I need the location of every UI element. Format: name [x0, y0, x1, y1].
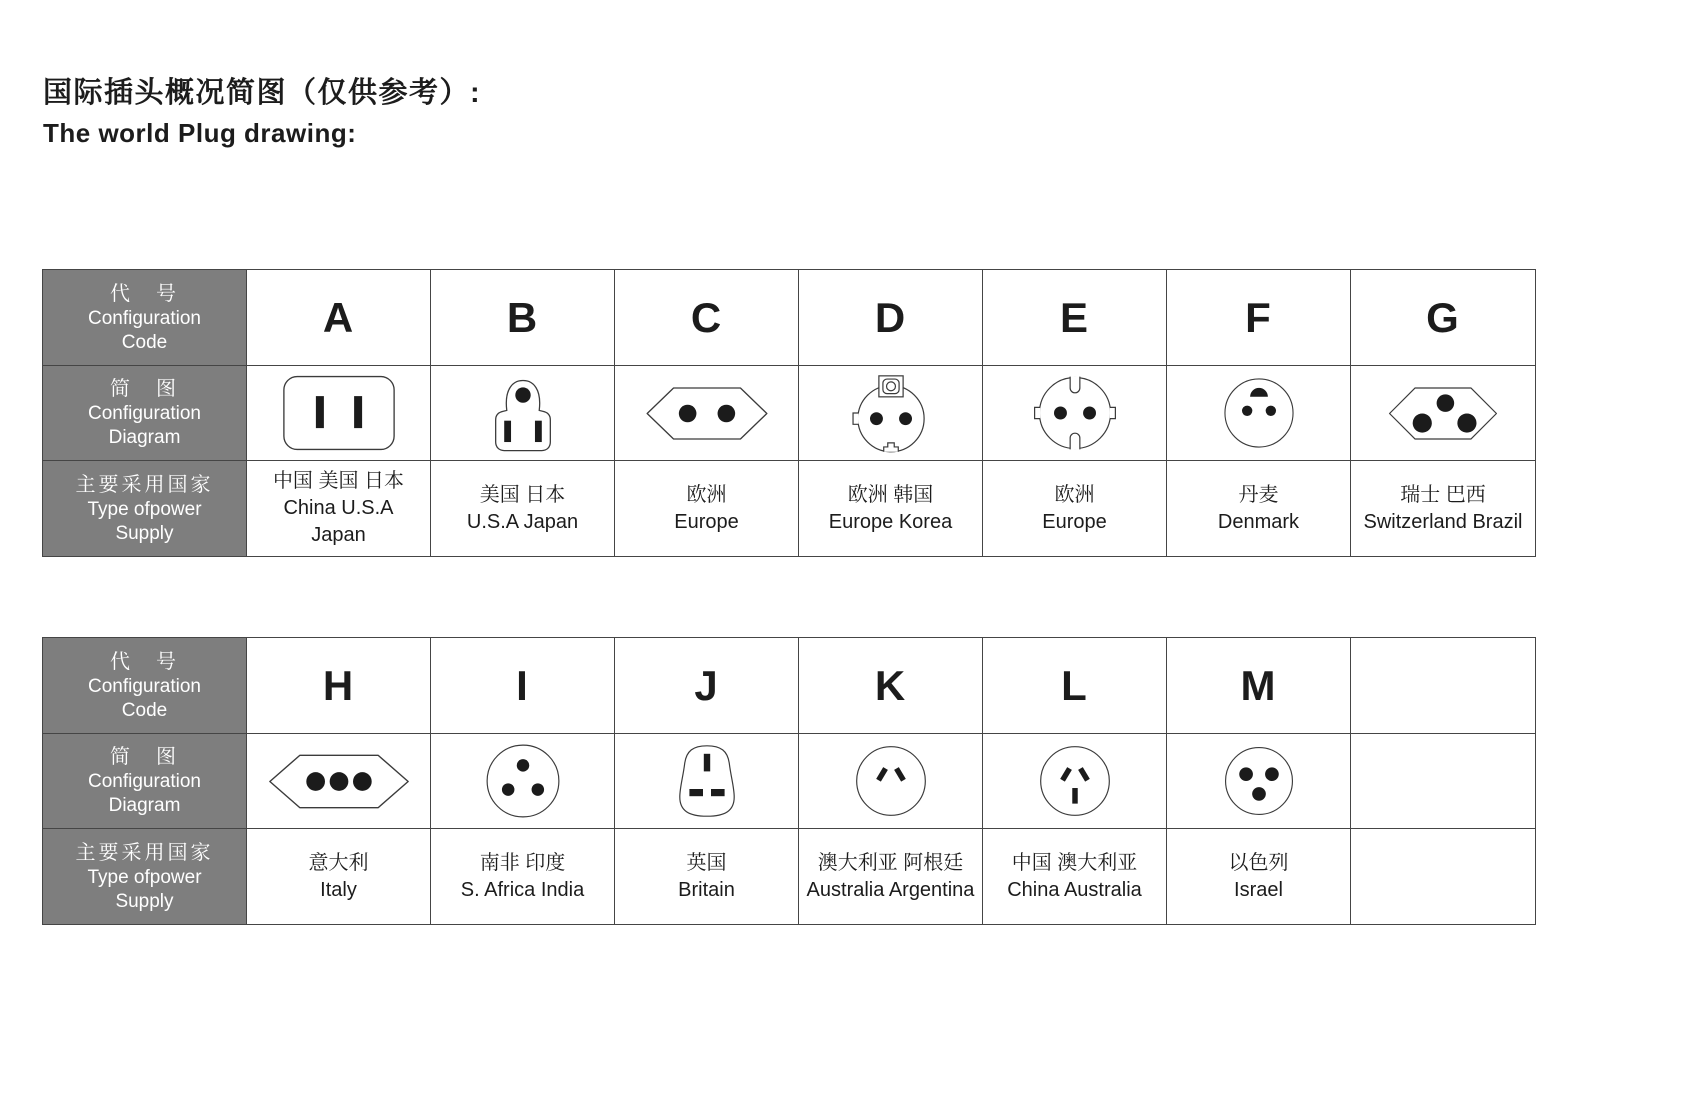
country-zh: 南非 印度 [479, 851, 566, 874]
diagram-cell-c [615, 366, 799, 461]
page-title [43, 70, 1691, 149]
country-cell-l [983, 829, 1167, 924]
row-header-supply-en1: Type ofpower [87, 866, 202, 888]
country-cell-d [799, 461, 983, 556]
row-header-supply-en2: Supply [115, 522, 174, 544]
country-zh: 以色列 [1228, 851, 1289, 874]
country-cell-g [1351, 461, 1535, 556]
italian-socket-icon [264, 746, 414, 817]
country-cell-k [799, 829, 983, 924]
page-title-en: The world Plug drawing: [43, 118, 357, 148]
country-zh: 丹麦 [1238, 483, 1279, 506]
code-cell-k: K [799, 638, 983, 734]
row-header-configuration-diagram [43, 366, 247, 461]
row-header-code-en1: Configuration [87, 675, 202, 697]
row-header-supply-zh: 主要采用国家 [75, 841, 214, 864]
row-header-code-en1: Configuration [87, 307, 202, 329]
country-en: China U.S.A [283, 497, 394, 519]
code-cell-d: D [799, 270, 983, 366]
country-en: Switzerland Brazil [1363, 510, 1523, 533]
country-en: Denmark [1217, 510, 1300, 533]
country-en: Israel [1234, 878, 1283, 901]
code-cell-m: M [1167, 638, 1351, 734]
country-cell-e [983, 461, 1167, 556]
country-zh: 中国 澳大利亚 [1011, 851, 1138, 874]
country-cell-b [431, 461, 615, 556]
country-cell-a [247, 461, 431, 556]
row-header-diagram-en2: Diagram [108, 795, 181, 816]
safrica-india-socket-icon [484, 742, 562, 820]
row-header-supply-en1: Type ofpower [87, 498, 202, 520]
row-header-diagram-zh: 简 图 [110, 746, 179, 768]
code-cell-c: C [615, 270, 799, 366]
row-header-configuration-diagram [43, 734, 247, 829]
diagram-cell-k [799, 734, 983, 829]
country-zh: 英国 [686, 851, 727, 874]
code-cell-empty [1351, 638, 1535, 734]
country-en: Europe [1042, 510, 1107, 533]
australian-socket-icon [852, 742, 930, 820]
country-cell-j [615, 829, 799, 924]
diagram-cell-empty [1351, 734, 1535, 829]
country-zh: 欧洲 [1054, 483, 1095, 506]
country-en: Europe Korea [828, 510, 953, 533]
diagram-cell-a [247, 366, 431, 461]
country-en: Italy [320, 878, 357, 901]
diagram-cell-e [983, 366, 1167, 461]
country-cell-i [431, 829, 615, 924]
row-header-supply-en2: Supply [115, 890, 174, 912]
israeli-socket-icon [1221, 743, 1297, 819]
diagram-cell-d [799, 366, 983, 461]
china-australia-socket-icon [1036, 742, 1114, 820]
europlug-socket-icon [641, 380, 773, 447]
swiss-brazil-socket-icon [1383, 380, 1503, 447]
diagram-cell-i [431, 734, 615, 829]
country-cell-empty [1351, 829, 1535, 924]
code-cell-f: F [1167, 270, 1351, 366]
country-zh: 美国 日本 [479, 483, 566, 506]
country-cell-c [615, 461, 799, 556]
schuko-socket-icon [849, 370, 933, 456]
diagram-cell-g [1351, 366, 1535, 461]
row-header-supply-zh: 主要采用国家 [75, 473, 214, 496]
country-cell-f [1167, 461, 1351, 556]
country-en: Britain [678, 878, 735, 901]
row-header-code-en2: Code [121, 331, 168, 353]
country-en2: Japan [311, 524, 366, 546]
row-header-diagram-en2: Diagram [108, 427, 181, 448]
code-cell-b: B [431, 270, 615, 366]
country-zh: 欧洲 韩国 [847, 483, 934, 506]
code-cell-l: L [983, 638, 1167, 734]
country-en: U.S.A Japan [466, 510, 579, 533]
code-cell-e: E [983, 270, 1167, 366]
country-zh: 欧洲 [686, 483, 727, 506]
country-en: Australia Argentina [806, 878, 975, 901]
country-en: Europe [674, 510, 739, 533]
row-header-configuration-code [43, 270, 247, 366]
row-header-code-en2: Code [121, 699, 168, 721]
code-cell-j: J [615, 638, 799, 734]
country-zh: 中国 美国 日本 [272, 470, 405, 492]
diagram-cell-h [247, 734, 431, 829]
code-cell-h: H [247, 638, 431, 734]
row-header-type-of-power-supply [43, 461, 247, 556]
country-cell-h [247, 829, 431, 924]
us-two-pin-socket-icon [280, 373, 398, 453]
us-grounded-socket-icon [482, 372, 564, 454]
diagram-cell-b [431, 366, 615, 461]
uk-socket-icon [667, 741, 747, 821]
code-cell-a: A [247, 270, 431, 366]
row-header-type-of-power-supply [43, 829, 247, 924]
page [0, 70, 1691, 1105]
country-zh: 意大利 [308, 851, 369, 874]
diagram-cell-l [983, 734, 1167, 829]
country-cell-m [1167, 829, 1351, 924]
diagram-cell-f [1167, 366, 1351, 461]
country-zh: 澳大利亚 阿根廷 [817, 851, 964, 874]
danish-socket-icon [1222, 376, 1296, 450]
country-en: S. Africa India [460, 878, 585, 901]
french-socket-icon [1033, 371, 1117, 455]
plug-table-h-m [42, 637, 1536, 925]
diagram-cell-m [1167, 734, 1351, 829]
page-title-zh: 国际插头概况简图（仅供参考）: [43, 77, 482, 109]
country-en: China Australia [1007, 878, 1142, 901]
row-header-diagram-zh: 简 图 [110, 378, 179, 400]
row-header-code-zh: 代 号 [110, 282, 179, 305]
country-zh: 瑞士 巴西 [1400, 483, 1486, 506]
row-header-code-zh: 代 号 [110, 650, 179, 673]
row-header-configuration-code [43, 638, 247, 734]
diagram-cell-j [615, 734, 799, 829]
code-cell-i: I [431, 638, 615, 734]
code-cell-g: G [1351, 270, 1535, 366]
row-header-diagram-en1: Configuration [87, 771, 202, 792]
row-header-diagram-en1: Configuration [87, 403, 202, 424]
plug-table-a-g [42, 269, 1536, 557]
